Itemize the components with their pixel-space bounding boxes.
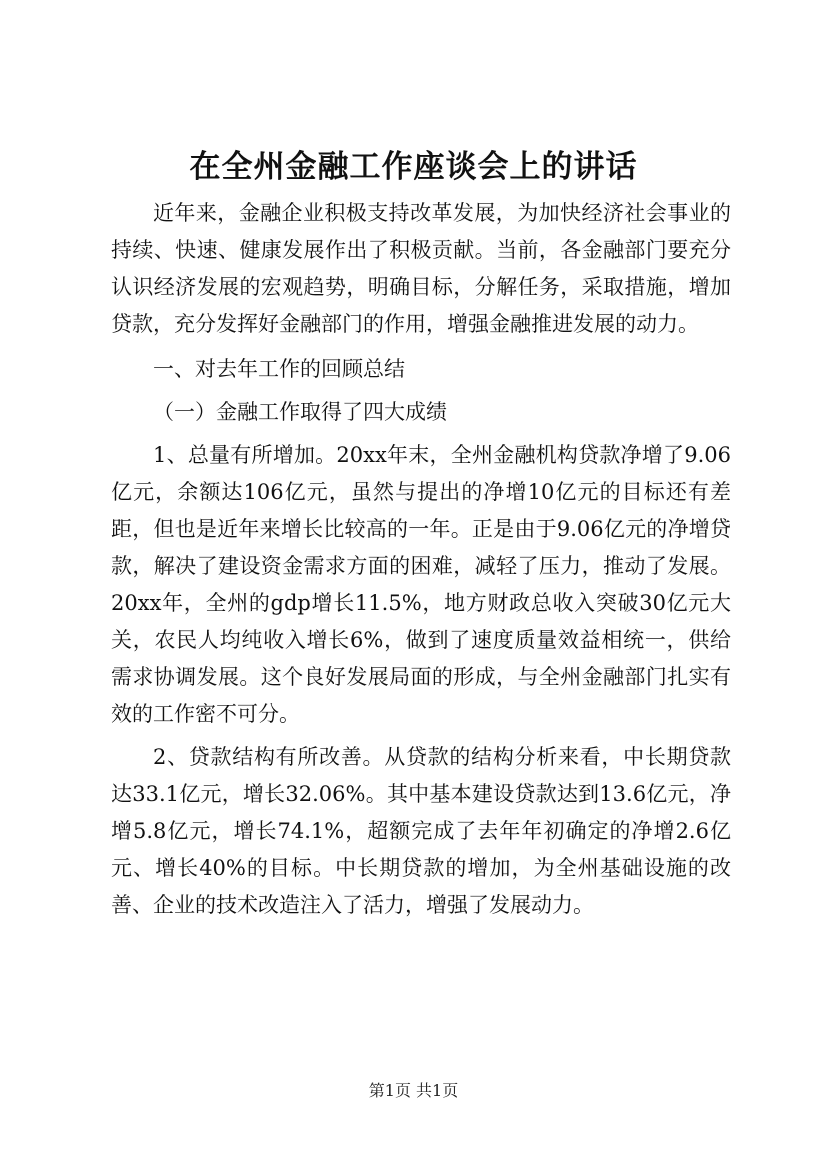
document-title: 在全州金融工作座谈会上的讲话 bbox=[189, 149, 638, 185]
section-heading: 一、对去年工作的回顾总结 bbox=[153, 357, 405, 381]
document-body bbox=[111, 195, 731, 924]
intro-paragraph: 近年来，金融企业积极支持改革发展，为加快经济社会事业的持续、快速、健康发展作出了积极贡献。当前，各金融部门要充分认识经济发展的宏观趋势，明确目标，分解任务，采取措施，增加贷款，充分发挥好金融部门的作用，增强金融推进发展的动力。 bbox=[111, 201, 731, 336]
paragraph-item-1: 1、总量有所增加。20xx年末，全州金融机构贷款净增了9.06亿元，余额达106亿元，虽然与提出的净增10亿元的目标还有差距，但也是近年来增长比较高的一年。正是由于9.06亿元的净增贷款，解决了建设资金需求方面的困难，减轻了压力，推动了发展。20xx年，全州的gdp增长11.5%，地方财政总收入突破30亿元大关，农民人均纯收入增长6%，做到了速度质量效益相统一，供给需求协调发展。这个良好发展局面的形成，与全州金融部门扎实有效的工作密不可分。 bbox=[111, 443, 731, 726]
subsection-heading: （一）金融工作取得了四大成绩 bbox=[153, 400, 447, 424]
page-number-footer: 第1页 共1页 bbox=[368, 1081, 459, 1100]
paragraph-item-2: 2、贷款结构有所改善。从贷款的结构分析来看，中长期贷款达33.1亿元，增长32.06%。其中基本建设贷款达到13.6亿元，净增5.8亿元，增长74.1%，超额完成了去年年初确定的净增2.6亿元、增长40%的目标。中长期贷款的增加，为全州基础设施的改善、企业的技术改造注入了活力，增强了发展动力。 bbox=[111, 745, 731, 917]
